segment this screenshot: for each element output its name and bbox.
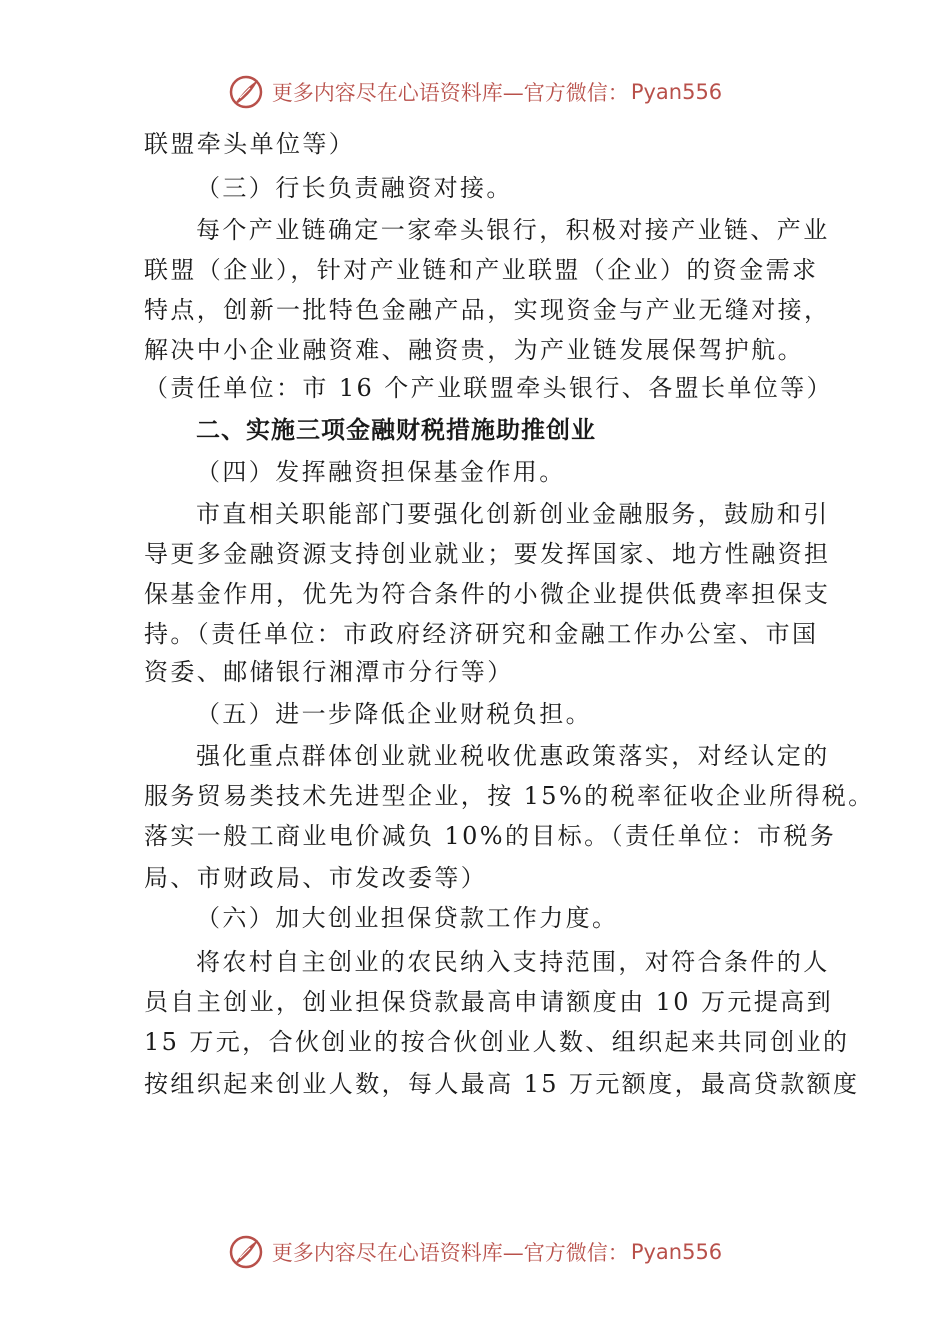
chapter-heading: 二、实施三项金融财税措施助推创业 [196,416,596,444]
body-line: 将农村自主创业的农民纳入支持范围，对符合条件的人 [196,948,830,976]
body-line: 按组织起来创业人数，每人最高 15 万元额度，最高贷款额度 [144,1070,860,1098]
body-line: 市直相关职能部门要强化创新创业金融服务，鼓励和引 [196,500,830,528]
body-line: 联盟牵头单位等） [144,130,356,158]
section-heading: （五）进一步降低企业财税负担。 [196,700,592,728]
body-line: 局、市财政局、市发改委等） [144,864,488,892]
body-line: 保基金作用，优先为符合条件的小微企业提供低费率担保支 [144,580,831,608]
watermark-text: 更多内容尽在心语资料库—官方微信： [271,81,629,105]
watermark-wechat-id: Pyan556 [630,1240,723,1264]
watermark-text: 更多内容尽在心语资料库—官方微信： [271,1241,629,1265]
body-line: 联盟（企业），针对产业链和产业联盟（企业）的资金需求 [144,256,819,284]
quill-pen-logo-icon [228,1234,264,1270]
body-line: 强化重点群体创业就业税收优惠政策落实，对经认定的 [196,742,830,770]
body-line: 服务贸易类技术先进型企业，按 15%的税率征收企业所得税。 [144,782,875,810]
body-line: 员自主创业，创业担保贷款最高申请额度由 10 万元提高到 [144,988,833,1016]
body-line: 每个产业链确定一家牵头银行，积极对接产业链、产业 [196,216,830,244]
footer-watermark [0,1232,950,1272]
body-line: 15 万元，合伙创业的按合伙创业人数、组织起来共同创业的 [144,1028,850,1056]
section-heading: （六）加大创业担保贷款工作力度。 [196,904,619,932]
watermark-wechat-id: Pyan556 [630,80,723,104]
body-line: 持。（责任单位：市政府经济研究和金融工作办公室、市国 [144,620,819,648]
body-line: （责任单位：市 16 个产业联盟牵头银行、各盟长单位等） [144,374,833,402]
body-line: 落实一般工商业电价减负 10%的目标。（责任单位：市税务 [144,822,837,850]
body-line: 资委、邮储银行湘潭市分行等） [144,658,514,686]
body-line: 解决中小企业融资难、融资贵，为产业链发展保驾护航。 [144,336,804,364]
body-line: 导更多金融资源支持创业就业；要发挥国家、地方性融资担 [144,540,831,568]
section-heading: （四）发挥融资担保基金作用。 [196,458,566,486]
body-line: 特点，创新一批特色金融产品，实现资金与产业无缝对接， [144,296,831,324]
section-heading: （三）行长负责融资对接。 [196,174,513,202]
